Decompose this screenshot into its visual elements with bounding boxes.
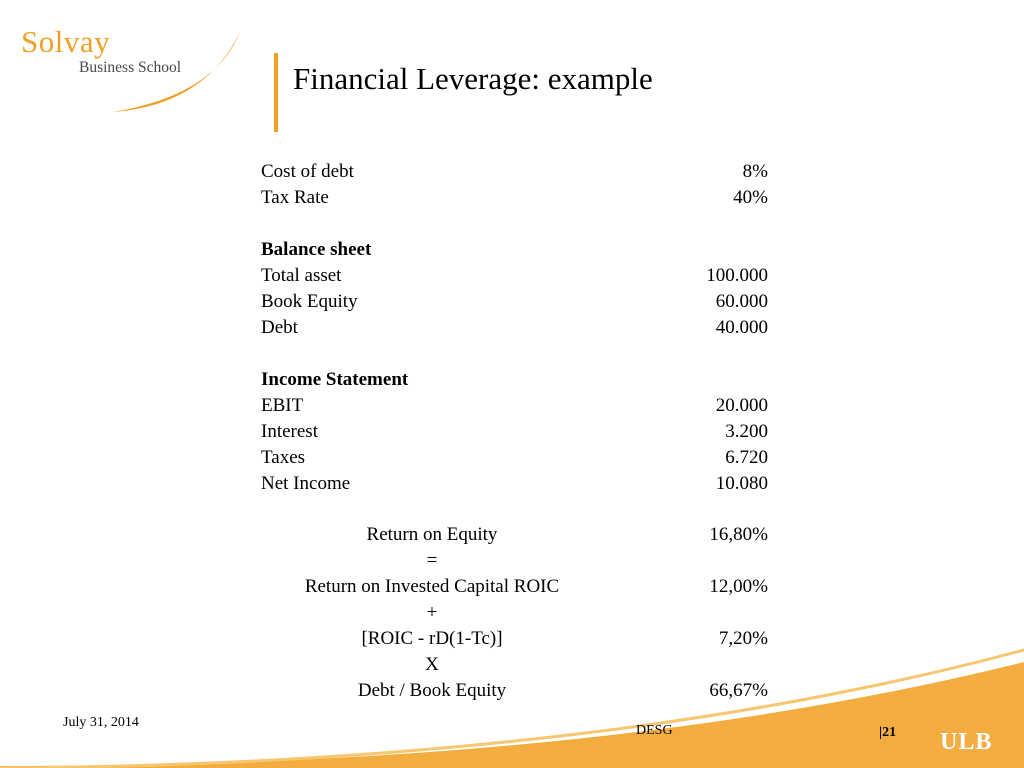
row-value: 40.000 [715, 317, 768, 338]
row-label: Book Equity [261, 291, 358, 312]
formula-value: 66,67% [709, 680, 768, 701]
formula-value: 7,20% [718, 628, 768, 649]
ulb-logo: ULB [940, 729, 993, 755]
formula-operator-equals [261, 549, 768, 573]
balance-row-total-asset [261, 264, 768, 288]
formula-value: 12,00% [709, 576, 768, 597]
solvay-logo [0, 0, 260, 125]
param-value: 40% [733, 187, 768, 208]
formula-label: Return on Invested Capital ROIC [304, 576, 560, 597]
param-row-tax-rate [261, 186, 768, 210]
income-row-taxes [261, 446, 768, 470]
page-number: |21 [879, 725, 897, 740]
title-accent-bar [274, 53, 278, 132]
income-statement-heading [261, 368, 768, 392]
formula-operator: X [425, 654, 439, 675]
row-label: Net Income [261, 473, 351, 494]
page-title: Financial Leverage: example [293, 61, 653, 96]
formula-operator: + [426, 602, 438, 623]
row-value: 60.000 [715, 291, 768, 312]
row-value: 6.720 [725, 447, 768, 468]
income-row-net-income [261, 472, 768, 496]
param-label: Tax Rate [261, 187, 329, 208]
formula-line-roic [261, 575, 768, 599]
section-heading: Income Statement [261, 369, 409, 390]
balance-row-debt [261, 316, 768, 340]
row-value: 100.000 [706, 265, 768, 286]
param-row-cost-of-debt [261, 160, 768, 184]
row-label: EBIT [261, 395, 304, 416]
param-label: Cost of debt [261, 161, 354, 182]
balance-row-book-equity [261, 290, 768, 314]
income-row-interest [261, 420, 768, 444]
logo-name: Solvay [21, 24, 111, 59]
footer-center-label: DESG [636, 723, 673, 738]
formula-label: [ROIC - rD(1-Tc)] [361, 628, 503, 649]
row-value: 10.080 [715, 473, 768, 494]
param-value: 8% [742, 161, 768, 182]
formula-label: Return on Equity [366, 524, 498, 545]
balance-sheet-heading [261, 238, 768, 262]
row-label: Debt [261, 317, 298, 338]
logo-subtitle: Business School [79, 59, 182, 76]
row-label: Total asset [261, 265, 342, 286]
formula-operator: = [426, 550, 438, 571]
row-label: Interest [261, 421, 318, 442]
footer-wave [0, 640, 1024, 768]
section-heading: Balance sheet [261, 239, 372, 260]
formula-operator-plus [261, 601, 768, 625]
row-value: 3.200 [725, 421, 768, 442]
income-row-ebit [261, 394, 768, 418]
formula-label: Debt / Book Equity [357, 680, 507, 701]
formula-value: 16,80% [709, 524, 768, 545]
formula-line-roe [261, 523, 768, 547]
row-value: 20.000 [715, 395, 768, 416]
footer-date: July 31, 2014 [63, 715, 139, 730]
row-label: Taxes [261, 447, 306, 468]
